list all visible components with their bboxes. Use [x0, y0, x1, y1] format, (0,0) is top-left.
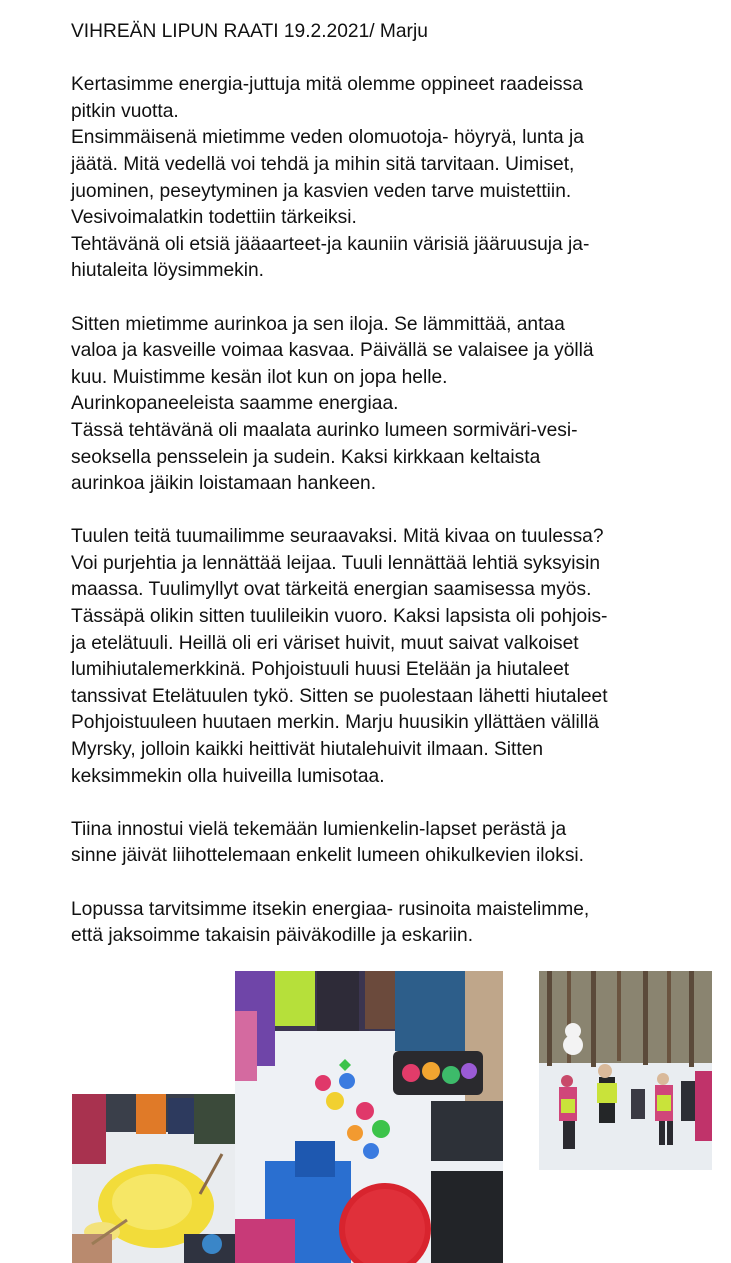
text-line: Tehtävänä oli etsiä jääaarteet-ja kauniin värisiä jääruusuja ja- [71, 233, 590, 255]
text-line: Tiina innostui vielä tekemään lumienkelin-lapset perästä ja [71, 818, 567, 840]
text-line: lumihiutalemerkkinä. Pohjoistuuli huusi Etelään ja hiutaleet [71, 659, 570, 681]
text-line: Aurinkopaneeleista saamme energiaa. [71, 393, 399, 415]
ice-treasures-photo-image [235, 971, 503, 1263]
paragraph-ending [71, 897, 721, 950]
paragraph-water [71, 72, 721, 285]
text-line: Myrsky, jolloin kaikki heittivät hiutalehuivit ilmaan. Sitten [71, 739, 544, 761]
text-line: että jaksoimme takaisin päiväkodille ja eskariin. [71, 925, 474, 947]
text-line: kuu. Muistimme kesän ilot kun on jopa helle. [71, 366, 448, 388]
text-line: maassa. Tuulimyllyt ovat tärkeitä energian saamisessa myös. [71, 579, 592, 601]
paragraph-sun [71, 312, 721, 498]
page-title: VIHREÄN LIPUN RAATI 19.2.2021/ Marju [71, 21, 428, 42]
wind-game-photo-image [539, 971, 712, 1170]
text-line: Sitten mietimme aurinkoa ja sen iloja. Se lämmittää, antaa [71, 313, 565, 335]
text-line: Tässäpä olikin sitten tuulileikin vuoro. Kaksi lapsista oli pohjois- [71, 606, 608, 628]
sun-painting-photo [72, 1094, 235, 1263]
text-line: Pohjoistuuleen huutaen merkin. Marju huusikin yllättäen välillä [71, 712, 599, 734]
text-line: Voi purjehtia ja lennättää leijaa. Tuuli lennättää lehtiä syksyisin [71, 552, 601, 574]
text-line: sinne jäivät liihottelemaan enkelit lumeen ohikulkevien iloksi. [71, 845, 585, 867]
text-line: pitkin vuotta. [71, 100, 179, 122]
text-line: jäätä. Mitä vedellä voi tehdä ja mihin sitä tarvitaan. Uimiset, [71, 153, 575, 175]
text-line: Kertasimme energia-juttuja mitä olemme oppineet raadeissa [71, 74, 583, 96]
paragraph-wind [71, 524, 721, 790]
text-line: Ensimmäisenä mietimme veden olomuotoja- höyryä, lunta ja [71, 127, 584, 149]
document [71, 19, 721, 976]
ice-treasures-photo [235, 971, 503, 1263]
wind-game-photo [539, 971, 712, 1170]
text-line: ja etelätuuli. Heillä oli eri väriset huivit, muut saivat valkoiset [71, 632, 579, 654]
text-line: keksimmekin olla huiveilla lumisotaa. [71, 765, 385, 787]
text-line: Vesivoimalatkin todettiin tärkeiksi. [71, 207, 357, 229]
text-line: Tässä tehtävänä oli maalata aurinko lumeen sormiväri-vesi- [71, 419, 578, 441]
text-line: hiutaleita löysimmekin. [71, 260, 265, 282]
text-line: aurinkoa jäikin loistamaan hankeen. [71, 473, 377, 495]
text-line: Lopussa tarvitsimme itsekin energiaa- rusinoita maistelimme, [71, 898, 590, 920]
text-line: Tuulen teitä tuumailimme seuraavaksi. Mitä kivaa on tuulessa? [71, 526, 604, 548]
text-line: valoa ja kasveille voimaa kasvaa. Päivällä se valaisee ja yöllä [71, 340, 594, 362]
text-line: tanssivat Etelätuulen tykö. Sitten se puolestaan lähetti hiutaleet [71, 685, 608, 707]
text-line: seoksella pensselein ja sudein. Kaksi kirkkaan keltaista [71, 446, 541, 468]
paragraph-angels [71, 817, 721, 870]
text-line: juominen, peseytyminen ja kasvien veden tarve muistettiin. [71, 180, 572, 202]
sun-painting-photo-image [72, 1094, 235, 1263]
